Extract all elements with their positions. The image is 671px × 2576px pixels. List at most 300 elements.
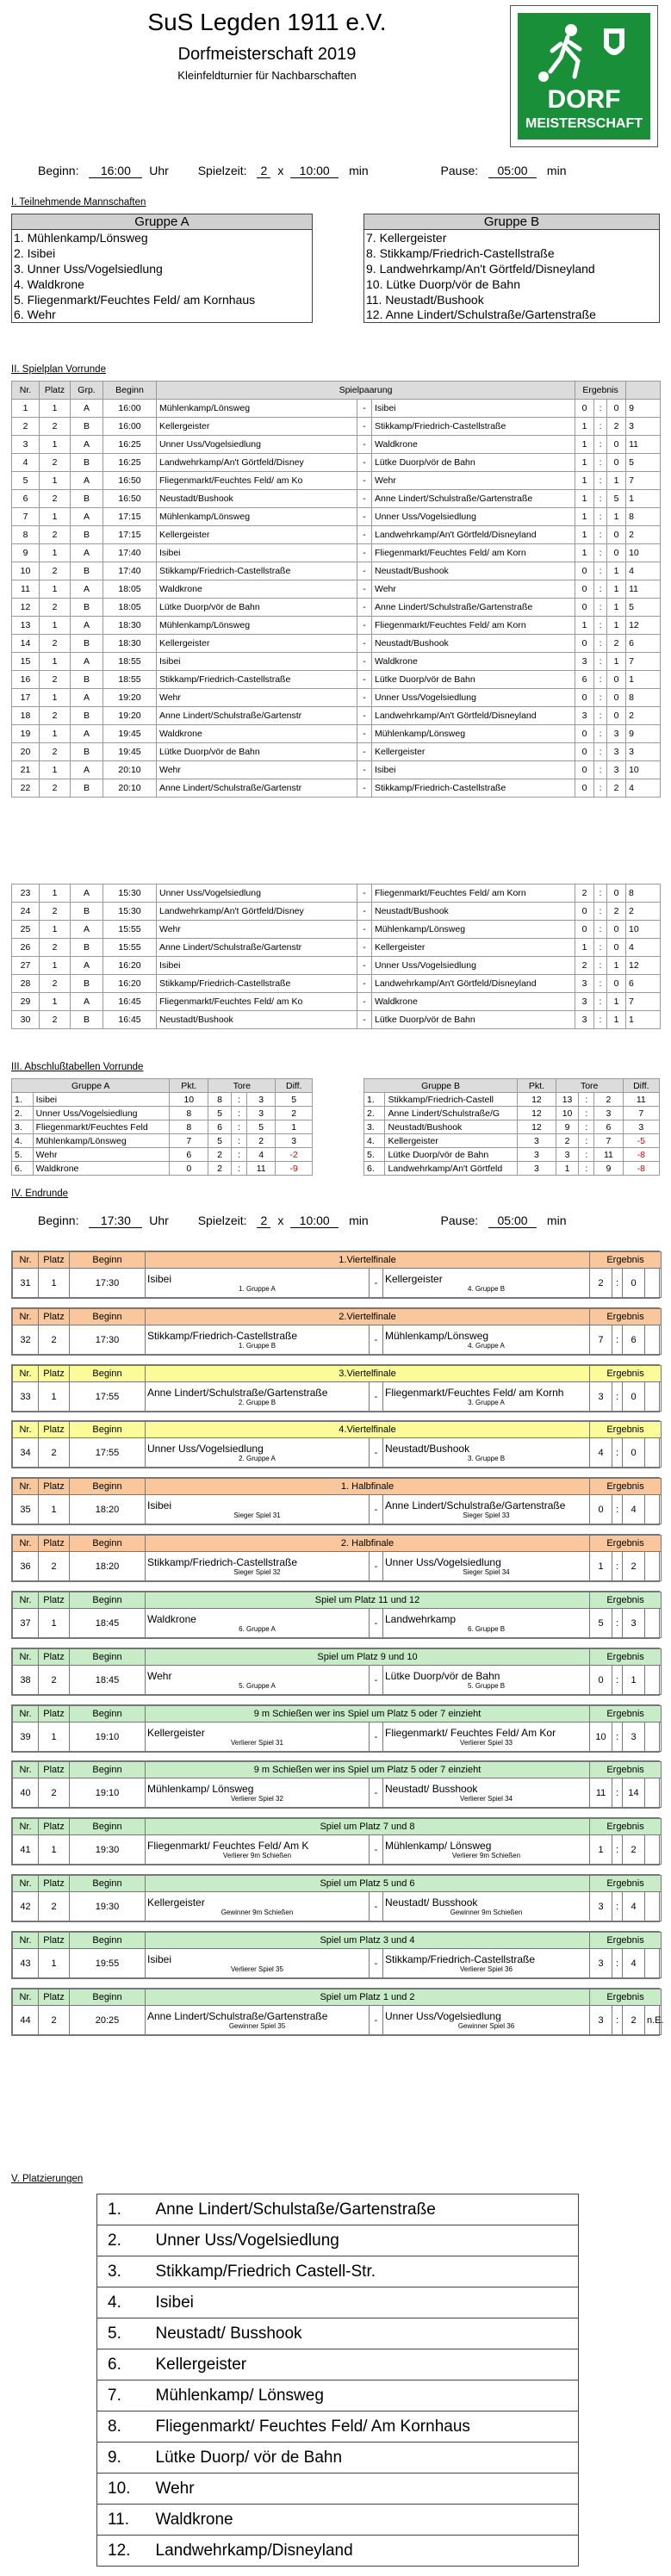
team-away: Waldkrone — [372, 436, 575, 454]
goals-colon: : — [232, 1148, 247, 1162]
team-home: Wehr — [157, 689, 357, 707]
team-away: Landwehrkamp/An't Görtfeld/Disneyland — [372, 526, 575, 544]
vs-separator: - — [357, 975, 372, 993]
match-group: B — [71, 599, 103, 617]
col-ergebnis: Ergebnis — [590, 1479, 662, 1495]
rank: 1. — [364, 1093, 385, 1107]
score-colon: : — [612, 1892, 623, 1921]
goal-diff: -2 — [276, 1148, 313, 1162]
match-nr: 31 — [13, 1269, 39, 1298]
match-platz: 1 — [39, 1723, 70, 1752]
team-away: Neustadt/ Busshook — [385, 1783, 478, 1795]
match-next: 5 — [626, 454, 661, 472]
match-group: B — [71, 975, 103, 993]
col-platz: Platz — [39, 1252, 70, 1269]
score-colon: : — [594, 526, 607, 544]
match-time: 16:20 — [103, 975, 157, 993]
match-next: 8 — [626, 885, 661, 903]
team-home-cell — [146, 1552, 370, 1581]
goals-for: 5 — [208, 1107, 232, 1120]
score-colon: : — [594, 1011, 607, 1029]
min-label: min — [349, 1214, 369, 1227]
team-away-source: 3. Gruppe A — [468, 1399, 505, 1406]
vs-separator: - — [357, 508, 372, 526]
match-row — [12, 653, 661, 671]
col-nr: Nr. — [13, 1309, 39, 1325]
col-platz: Platz — [39, 1536, 70, 1552]
match-platz: 1 — [40, 725, 71, 743]
match-group: B — [71, 490, 103, 508]
rank: 2. — [12, 1107, 34, 1120]
team-home: Anne Lindert/Schulstraße/Gartenstraße — [147, 2010, 328, 2022]
team-home-cell — [146, 1723, 370, 1752]
score-away: 0 — [607, 921, 626, 939]
score-colon: : — [594, 671, 607, 689]
team-away: Unner Uss/Vogelsiedlung — [372, 957, 575, 975]
col-ergebnis: Ergebnis — [590, 1819, 662, 1835]
score-home: 0 — [575, 761, 594, 779]
match-nr: 23 — [12, 885, 40, 903]
team-away-cell — [383, 1949, 590, 1978]
score-home: 1 — [575, 939, 594, 957]
match-group: A — [71, 957, 103, 975]
col-ergebnis: Ergebnis — [590, 1876, 662, 1892]
team-away: Mühlenkamp/ Lönsweg — [385, 1840, 492, 1852]
points: 10 — [170, 1093, 208, 1107]
match-time: 19:45 — [103, 725, 157, 743]
team-name: Anne Lindert/Schulstraße/G — [385, 1107, 518, 1120]
team-away-source: 4. Gruppe B — [467, 1285, 506, 1293]
match-group: B — [71, 418, 103, 436]
uhr-label: Uhr — [149, 164, 169, 177]
team-away: Unner Uss/Vogelsiedlung — [372, 689, 575, 707]
score-home: 3 — [575, 993, 594, 1011]
match-row — [12, 939, 661, 957]
min-label-2: min — [546, 164, 567, 177]
team-home-cell — [146, 1949, 370, 1978]
event-subtitle: Kleinfeldturnier für Nachbarschaften — [177, 69, 357, 82]
duration-value: 10:00 — [290, 164, 339, 178]
match-platz: 2 — [40, 743, 71, 761]
standing-row — [364, 1134, 660, 1148]
match-next: 9 — [626, 725, 661, 743]
final-match — [11, 1534, 660, 1582]
group-b-team: 11. Neustadt/Bushook — [366, 292, 484, 307]
col-beginn: Beginn — [70, 1252, 146, 1269]
match-time: 16:45 — [103, 1011, 157, 1029]
goals-colon: : — [232, 1107, 247, 1120]
vs-separator: - — [370, 1892, 383, 1921]
score-colon: : — [594, 689, 607, 707]
match-time: 19:20 — [103, 689, 157, 707]
ranking-place: 3. — [97, 2256, 146, 2287]
ranking-row — [97, 2380, 579, 2412]
team-home: Unner Uss/Vogelsiedlung — [147, 1443, 264, 1455]
team-away: Anne Lindert/Schulstraße/Gartenstraße — [372, 599, 575, 617]
team-away-cell — [383, 1609, 590, 1638]
team-away-cell — [383, 1495, 590, 1524]
score-away: 0 — [607, 975, 626, 993]
score-colon: : — [594, 617, 607, 635]
score-home: 4 — [590, 1438, 612, 1468]
score-away: 4 — [623, 1892, 645, 1921]
team-home-cell — [146, 2006, 370, 2035]
rank: 3. — [12, 1120, 34, 1134]
ranking-team: Unner Uss/Vogelsiedlung — [146, 2225, 579, 2256]
match-next: 10 — [626, 761, 661, 779]
team-away-source: Verlierer Spiel 34 — [460, 1795, 513, 1803]
score-away: 1 — [607, 1011, 626, 1029]
score-colon: : — [594, 903, 607, 921]
score-home: 10 — [590, 1723, 612, 1752]
goal-diff: 3 — [623, 1120, 659, 1134]
goals-colon: : — [232, 1093, 247, 1107]
match-platz: 2 — [39, 1325, 70, 1355]
ranking-place: 7. — [97, 2380, 146, 2412]
match-nr: 14 — [12, 635, 40, 653]
match-row — [12, 779, 661, 798]
match-platz: 2 — [40, 903, 71, 921]
standing-row — [12, 1148, 313, 1162]
ranking-place: 6. — [97, 2349, 146, 2380]
col-grp: Grp. — [71, 382, 103, 400]
team-home-cell — [146, 1382, 370, 1412]
team-home-source: Sieger Spiel 31 — [233, 1511, 281, 1519]
section-standings: III. Abschlußtabellen Vorrunde — [11, 1062, 144, 1072]
team-home: Lütke Duorp/vör de Bahn — [157, 599, 357, 617]
match-time: 17:55 — [70, 1382, 146, 1412]
match-nr: 18 — [12, 707, 40, 725]
team-home-source: 5. Gruppe A — [239, 1682, 276, 1690]
score-home: 0 — [575, 689, 594, 707]
match-platz: 2 — [40, 454, 71, 472]
col-ergebnis: Ergebnis — [590, 1706, 662, 1723]
score-away: 2 — [623, 1835, 645, 1865]
team-home: Fliegenmarkt/Feuchtes Feld/ am Ko — [157, 993, 357, 1011]
vs-separator: - — [357, 562, 372, 580]
score-home: 3 — [575, 1011, 594, 1029]
goals-against: 2 — [594, 1093, 623, 1107]
score-note: n.E. — [645, 2006, 662, 2035]
match-platz: 2 — [40, 975, 71, 993]
rank: 6. — [12, 1162, 34, 1176]
min-label: min — [349, 164, 369, 177]
goals-against: 4 — [246, 1148, 276, 1162]
team-home: Stikkamp/Friedrich-Castellstraße — [157, 562, 357, 580]
match-time: 16:25 — [103, 454, 157, 472]
col-diff: Diff. — [276, 1079, 313, 1093]
team-home: Landwehrkamp/An't Görtfeld/Disney — [157, 454, 357, 472]
score-away: 0 — [607, 544, 626, 562]
match-nr: 35 — [13, 1495, 39, 1524]
team-away: Wehr — [372, 472, 575, 490]
team-home: Anne Lindert/Schulstraße/Gartenstr — [157, 707, 357, 725]
col-platz: Platz — [39, 1706, 70, 1723]
score-note — [645, 1325, 662, 1355]
vs-separator: - — [357, 1011, 372, 1029]
vs-separator: - — [357, 526, 372, 544]
col-beginn: Beginn — [70, 1876, 146, 1892]
goals-for: 3 — [556, 1148, 579, 1162]
match-nr: 24 — [12, 903, 40, 921]
score-away: 0 — [607, 707, 626, 725]
vs-separator: - — [357, 689, 372, 707]
match-platz: 1 — [39, 1495, 70, 1524]
score-colon: : — [612, 1552, 623, 1581]
goals-colon: : — [579, 1134, 594, 1148]
ranking-place: 8. — [97, 2412, 146, 2443]
match-row — [12, 418, 661, 436]
match-time: 18:45 — [70, 1609, 146, 1638]
team-name: Fliegenmarkt/Feuchtes Feld — [33, 1120, 170, 1134]
score-colon: : — [594, 743, 607, 761]
team-home-source: 2. Gruppe B — [238, 1399, 276, 1406]
col-ergebnis: Ergebnis — [590, 1989, 662, 2006]
match-time: 19:30 — [70, 1892, 146, 1921]
match-nr: 21 — [12, 761, 40, 779]
col-nr: Nr. — [13, 1706, 39, 1723]
match-platz: 2 — [40, 562, 71, 580]
match-platz: 2 — [40, 418, 71, 436]
score-home: 0 — [575, 903, 594, 921]
standing-row — [364, 1148, 660, 1162]
team-away-cell — [383, 1382, 590, 1412]
match-row — [12, 743, 661, 761]
match-time: 18:55 — [103, 653, 157, 671]
match-time: 17:15 — [103, 508, 157, 526]
group-a-team: 5. Fliegenmarkt/Feuchtes Feld/ am Kornhaus — [14, 292, 256, 307]
goal-diff: -9 — [276, 1162, 313, 1176]
logo-text-meisterschaft: MEISTERSCHAFT — [525, 116, 643, 131]
team-home: Isibei — [147, 1273, 172, 1285]
team-name: Neustadt/Bushook — [385, 1120, 518, 1134]
score-colon: : — [594, 885, 607, 903]
score-away: 1 — [623, 1666, 645, 1695]
score-away: 2 — [607, 635, 626, 653]
round-title: 9 m Schießen wer ins Spiel um Platz 5 oder 7 einzieht — [146, 1706, 590, 1723]
team-home: Fliegenmarkt/ Feuchtes Feld/ Am K — [147, 1840, 309, 1852]
score-note — [645, 1382, 662, 1412]
col-platz: Platz — [39, 1933, 70, 1949]
match-time: 16:00 — [103, 418, 157, 436]
team-home-cell — [146, 1835, 370, 1865]
vs-separator: - — [357, 939, 372, 957]
team-away: Wehr — [372, 580, 575, 599]
match-next: 8 — [626, 508, 661, 526]
match-nr: 6 — [12, 490, 40, 508]
match-row — [12, 761, 661, 779]
match-next: 1 — [626, 490, 661, 508]
standing-row — [364, 1093, 660, 1107]
standing-row — [364, 1120, 660, 1134]
match-group: A — [71, 921, 103, 939]
score-away: 1 — [607, 508, 626, 526]
team-home: Kellergeister — [157, 526, 357, 544]
match-platz: 1 — [40, 508, 71, 526]
score-away: 1 — [607, 562, 626, 580]
score-home: 1 — [590, 1835, 612, 1865]
match-group: A — [71, 689, 103, 707]
vs-separator: - — [370, 1552, 383, 1581]
score-note — [645, 1269, 662, 1298]
col-pkt: Pkt. — [518, 1079, 556, 1093]
match-row — [12, 975, 661, 993]
team-away-source: Verlierer 9m Schießen — [451, 1852, 521, 1859]
vs-separator: - — [370, 1778, 383, 1808]
goals-colon: : — [579, 1107, 594, 1120]
team-home-source: Sieger Spiel 32 — [233, 1568, 281, 1576]
match-nr: 29 — [12, 993, 40, 1011]
score-colon: : — [594, 436, 607, 454]
match-next: 5 — [626, 599, 661, 617]
col-platz: Platz — [39, 1762, 70, 1778]
score-home: 0 — [575, 580, 594, 599]
team-away: Landwehrkamp/An't Görtfeld/Disneyland — [372, 707, 575, 725]
match-nr: 10 — [12, 562, 40, 580]
score-away: 2 — [623, 2006, 645, 2035]
match-platz: 2 — [40, 779, 71, 798]
match-next: 10 — [626, 921, 661, 939]
col-platz: Platz — [39, 1819, 70, 1835]
vs-separator: - — [370, 1949, 383, 1978]
team-home: Neustadt/Bushook — [157, 1011, 357, 1029]
ranking-table — [96, 2194, 579, 2567]
match-next: 2 — [626, 903, 661, 921]
pause-label: Pause: — [440, 164, 479, 177]
team-home: Isibei — [157, 957, 357, 975]
team-home-source: 2. Gruppe A — [239, 1455, 276, 1462]
score-home: 2 — [575, 957, 594, 975]
ranking-row — [97, 2536, 579, 2567]
score-colon: : — [612, 1949, 623, 1978]
match-time: 17:15 — [103, 526, 157, 544]
match-row — [12, 1011, 661, 1029]
team-away: Unner Uss/Vogelsiedlung — [385, 1556, 501, 1568]
score-away: 0 — [607, 939, 626, 957]
score-home: 1 — [575, 617, 594, 635]
match-group: A — [71, 993, 103, 1011]
score-away: 0 — [607, 436, 626, 454]
col-nr: Nr. — [13, 1876, 39, 1892]
team-away: Stikkamp/Friedrich-Castellstraße — [372, 779, 575, 798]
score-home: 3 — [590, 1892, 612, 1921]
rank: 3. — [364, 1120, 385, 1134]
col-ergebnis: Ergebnis — [590, 1422, 662, 1438]
team-home: Anne Lindert/Schulstraße/Gartenstraße — [147, 1387, 328, 1399]
team-name: Unner Uss/Vogelsiedlung — [33, 1107, 170, 1120]
match-nr: 34 — [13, 1438, 39, 1468]
score-home: 1 — [575, 418, 594, 436]
score-colon: : — [594, 779, 607, 798]
match-group: A — [71, 472, 103, 490]
col-ergebnis: Ergebnis — [590, 1252, 662, 1269]
team-home: Isibei — [157, 544, 357, 562]
vs-separator: - — [357, 635, 372, 653]
match-group: B — [71, 743, 103, 761]
match-time: 20:10 — [103, 779, 157, 798]
match-nr: 12 — [12, 599, 40, 617]
match-next: 2 — [626, 707, 661, 725]
match-group: B — [71, 939, 103, 957]
goals-for: 8 — [208, 1093, 232, 1107]
final-match — [11, 1591, 660, 1639]
team-away: Fliegenmarkt/Feuchtes Feld/ am Korn — [372, 885, 575, 903]
score-home: 0 — [575, 400, 594, 418]
goal-diff: 7 — [623, 1107, 659, 1120]
rank: 5. — [12, 1148, 34, 1162]
col-beginn: Beginn — [70, 1366, 146, 1382]
goals-for: 10 — [556, 1107, 579, 1120]
score-away: 1 — [607, 472, 626, 490]
standing-row — [12, 1107, 313, 1120]
final-match — [11, 1704, 660, 1753]
score-away: 0 — [607, 400, 626, 418]
team-away: Neustadt/Bushook — [372, 635, 575, 653]
match-platz: 1 — [39, 1835, 70, 1865]
score-home: 0 — [575, 779, 594, 798]
match-nr: 20 — [12, 743, 40, 761]
match-platz: 1 — [40, 993, 71, 1011]
match-platz: 1 — [40, 617, 71, 635]
score-colon: : — [594, 993, 607, 1011]
match-platz: 1 — [40, 653, 71, 671]
match-next: 12 — [626, 957, 661, 975]
standing-row — [364, 1107, 660, 1120]
team-home-source: 1. Gruppe B — [238, 1342, 276, 1350]
goals-against: 11 — [246, 1162, 276, 1176]
points: 3 — [518, 1134, 556, 1148]
rank: 4. — [364, 1134, 385, 1148]
team-home-source: 1. Gruppe A — [239, 1285, 276, 1293]
pause-value: 05:00 — [488, 164, 537, 178]
goals-colon: : — [579, 1120, 594, 1134]
match-time: 19:10 — [70, 1778, 146, 1808]
points: 12 — [518, 1107, 556, 1120]
match-nr: 16 — [12, 671, 40, 689]
match-nr: 5 — [12, 472, 40, 490]
match-row — [12, 921, 661, 939]
col-nr: Nr. — [13, 1592, 39, 1609]
final-match — [11, 1364, 660, 1412]
score-note — [645, 1609, 662, 1638]
match-group: B — [71, 779, 103, 798]
match-time: 18:20 — [70, 1552, 146, 1581]
team-away: Isibei — [372, 761, 575, 779]
score-home: 3 — [575, 653, 594, 671]
standing-row — [12, 1162, 313, 1176]
match-row — [12, 885, 661, 903]
group-b-team: 12. Anne Lindert/Schulstraße/Gartenstraße — [366, 307, 596, 322]
vs-separator: - — [357, 454, 372, 472]
team-away-source: Verlierer Spiel 33 — [460, 1739, 513, 1747]
pause-label: Pause: — [440, 1214, 479, 1227]
score-away: 1 — [607, 617, 626, 635]
score-home: 1 — [575, 508, 594, 526]
vs-separator: - — [357, 779, 372, 798]
vs-separator: - — [357, 436, 372, 454]
team-away-cell — [383, 1723, 590, 1752]
rank: 1. — [12, 1093, 34, 1107]
score-away: 3 — [607, 743, 626, 761]
col-beginn: Beginn — [70, 1706, 146, 1723]
match-time: 18:20 — [70, 1495, 146, 1524]
score-colon: : — [594, 400, 607, 418]
score-away: 0 — [607, 689, 626, 707]
team-home: Waldkrone — [147, 1613, 196, 1625]
match-platz: 1 — [40, 761, 71, 779]
ranking-team: Kellergeister — [146, 2349, 579, 2380]
col-nr: Nr. — [13, 1479, 39, 1495]
